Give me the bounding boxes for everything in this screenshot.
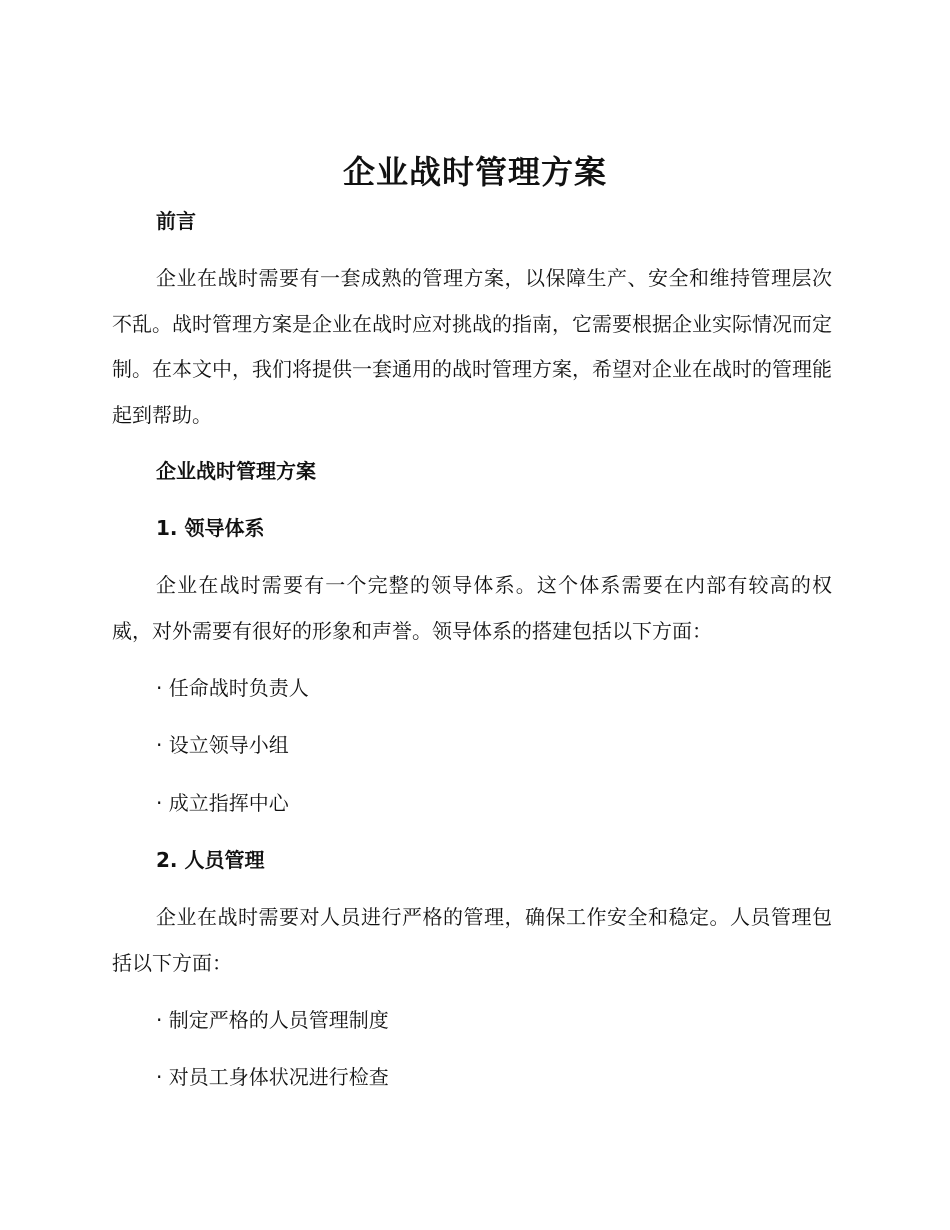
personnel-bullet-item: · 制定严格的人员管理制度 bbox=[156, 1008, 389, 1032]
leadership-bullet-item: · 成立指挥中心 bbox=[156, 791, 289, 815]
personnel-bullet-item: · 对员工身体状况进行检查 bbox=[156, 1065, 389, 1089]
preface-heading: 前言 bbox=[156, 209, 196, 233]
preface-paragraph: 企业在战时需要有一套成熟的管理方案，以保障生产、安全和维持管理层次不乱。战时管理方案是企业在战时应对挑战的指南，它需要根据企业实际情况而定制。在本文中，我们将提供一套通用的战时管理方案，希望对企业在战时的管理能起到帮助。 bbox=[112, 266, 832, 427]
leadership-paragraph: 企业在战时需要有一个完整的领导体系。这个体系需要在内部有较高的权威，对外需要有很好的形象和声誉。领导体系的搭建包括以下方面： bbox=[112, 573, 832, 643]
document-title: 企业战时管理方案 bbox=[342, 153, 607, 191]
leadership-bullet-item: · 设立领导小组 bbox=[156, 733, 289, 757]
personnel-heading: 2. 人员管理 bbox=[156, 848, 265, 872]
leadership-bullet-item: · 任命战时负责人 bbox=[156, 676, 309, 700]
plan-heading: 企业战时管理方案 bbox=[156, 459, 316, 483]
leadership-heading: 1. 领导体系 bbox=[156, 516, 265, 540]
personnel-paragraph: 企业在战时需要对人员进行严格的管理，确保工作安全和稳定。人员管理包括以下方面： bbox=[112, 905, 832, 975]
